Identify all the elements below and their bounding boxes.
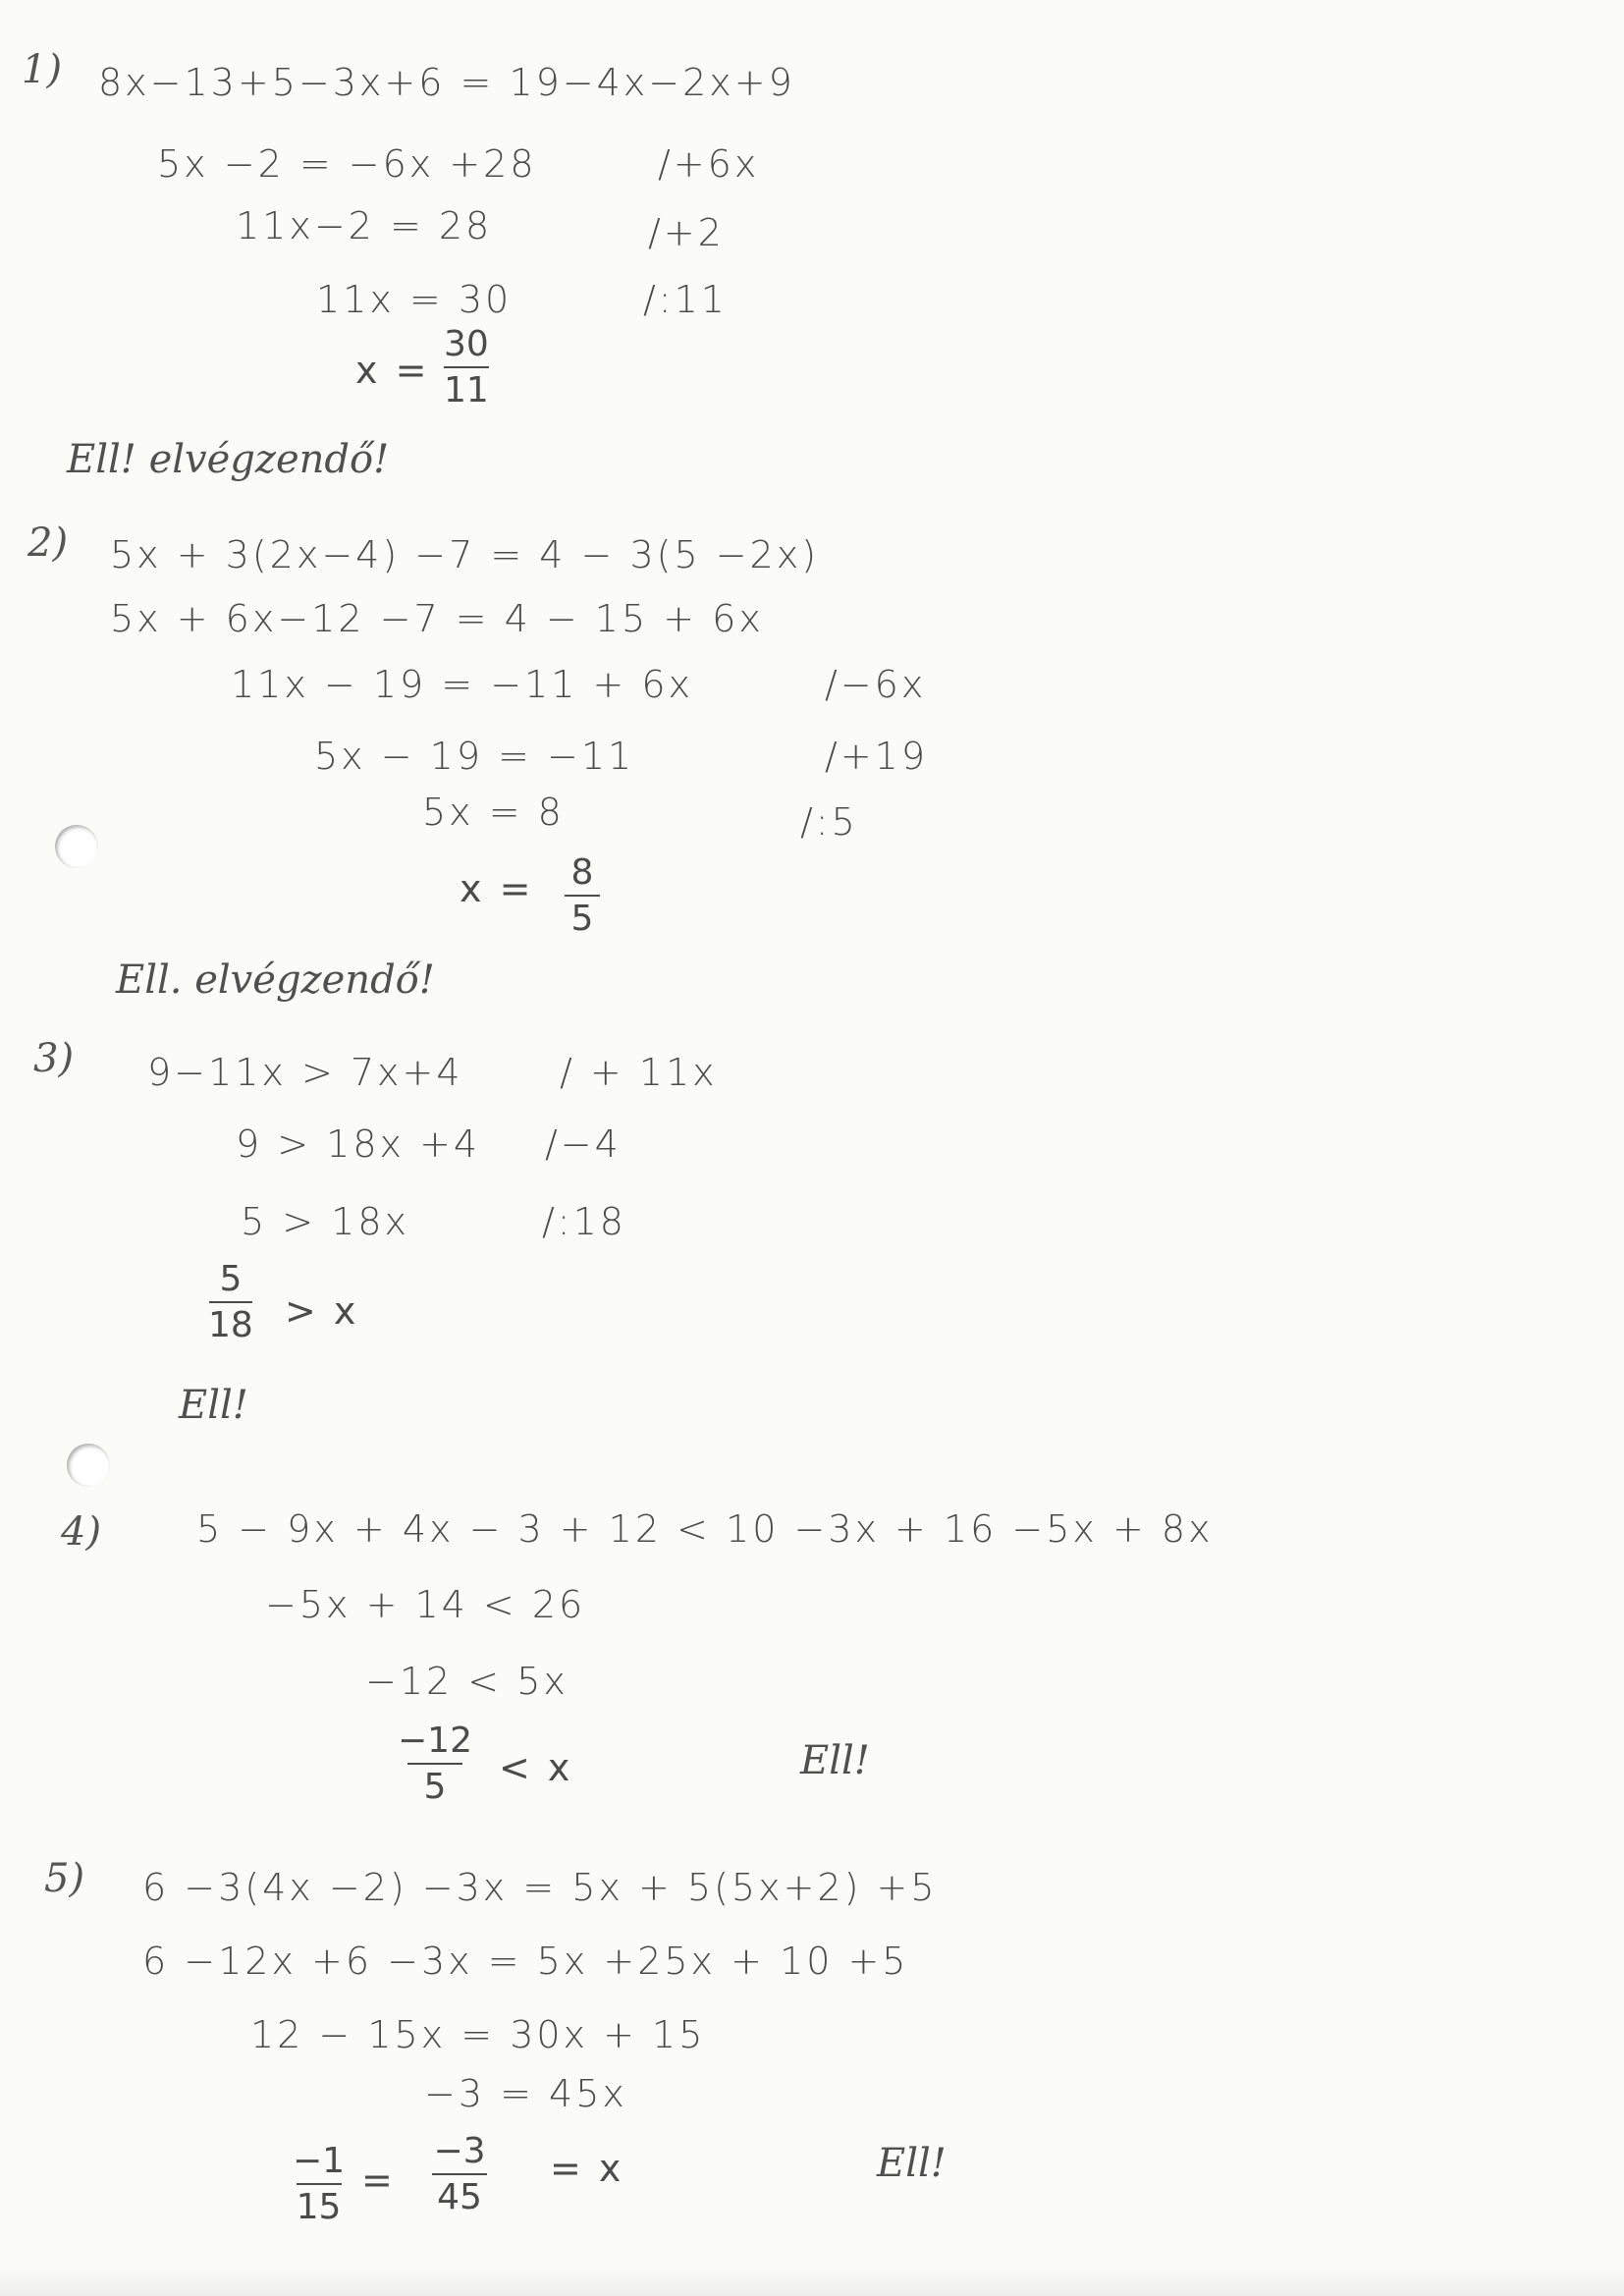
problem-1-line-2: 5x −2 = −6x +28	[157, 142, 537, 186]
problem-4-result-fraction	[398, 1721, 472, 1807]
fraction-denominator: 15	[296, 2187, 342, 2227]
problem-5-result-fraction-2	[432, 2131, 487, 2217]
problem-3-step-3: /:18	[542, 1200, 626, 1243]
problem-3-note: Ell!	[179, 1383, 248, 1428]
problem-3-line-2: 9 > 18x +4	[236, 1122, 481, 1166]
problem-4-result-suffix: < x	[499, 1746, 573, 1789]
problem-5-result-suffix: = x	[550, 2147, 624, 2190]
problem-2-number: 2)	[27, 520, 69, 566]
problem-1-line-3: 11x−2 = 28	[236, 204, 493, 247]
problem-3-step-2: /−4	[545, 1122, 622, 1166]
problem-3-result-fraction	[208, 1259, 253, 1345]
fraction-numerator: 8	[570, 852, 594, 893]
problem-2-line-5: 5x = 8	[422, 791, 565, 834]
problem-4-note: Ell!	[800, 1738, 870, 1783]
fraction-bar	[565, 895, 600, 897]
page-bottom-edge	[0, 2267, 1624, 2296]
problem-3-line-3: 5 > 18x	[241, 1200, 410, 1243]
problem-2-line-2: 5x + 6x−12 −7 = 4 − 15 + 6x	[110, 597, 764, 640]
problem-5-line-1: 6 −3(4x −2) −3x = 5x + 5(5x+2) +5	[142, 1866, 938, 1909]
fraction-denominator: 11	[444, 370, 489, 410]
problem-5-line-4: −3 = 45x	[424, 2072, 627, 2115]
fraction-denominator: 18	[208, 1305, 253, 1345]
problem-2-step-3: /:5	[800, 800, 858, 844]
problem-2-step-1: /−6x	[825, 663, 927, 706]
problem-4-line-2: −5x + 14 < 26	[265, 1583, 586, 1626]
problem-1-line-1: 8x−13+5−3x+6 = 19−4x−2x+9	[98, 61, 795, 104]
fraction-denominator: 45	[437, 2177, 482, 2217]
problem-1-step-2: /+2	[648, 211, 725, 254]
problem-4-line-1: 5 − 9x + 4x − 3 + 12 < 10 −3x + 16 −5x + 8x	[196, 1507, 1214, 1551]
problem-1-step-1: /+6x	[658, 142, 760, 186]
problem-1-number: 1)	[22, 47, 63, 92]
fraction-numerator: −3	[433, 2131, 486, 2171]
fraction-numerator: 5	[219, 1259, 243, 1299]
problem-2-result-fraction	[565, 852, 600, 939]
fraction-bar	[297, 2183, 342, 2185]
fraction-bar	[444, 366, 489, 368]
fraction-denominator: 5	[423, 1767, 447, 1807]
problem-5-line-2: 6 −12x +6 −3x = 5x +25x + 10 +5	[142, 1940, 909, 1983]
problem-2-line-3: 11x − 19 = −11 + 6x	[231, 663, 694, 706]
problem-1-step-3: /:11	[643, 278, 728, 321]
problem-2-line-1: 5x + 3(2x−4) −7 = 4 − 3(5 −2x)	[110, 533, 820, 576]
problem-4-number: 4)	[61, 1509, 102, 1555]
problem-3-result-suffix: > x	[285, 1289, 359, 1333]
problem-1-note: Ell! elvégzendő!	[67, 437, 390, 482]
problem-2-result-prefix: x =	[460, 867, 534, 910]
fraction-numerator: −12	[398, 1721, 472, 1761]
problem-5-result-fraction-1	[293, 2141, 345, 2227]
fraction-numerator: −1	[293, 2141, 346, 2181]
problem-5-number: 5)	[44, 1856, 85, 1901]
punch-hole	[55, 825, 98, 868]
problem-4-line-3: −12 < 5x	[365, 1660, 568, 1703]
problem-1-line-4: 11x = 30	[316, 278, 513, 321]
fraction-bar	[432, 2173, 487, 2175]
problem-5-result-equals: =	[361, 2159, 396, 2202]
problem-5-note: Ell!	[877, 2141, 947, 2186]
fraction-denominator: 5	[570, 899, 594, 939]
fraction-bar	[407, 1763, 462, 1765]
punch-hole	[67, 1444, 110, 1487]
problem-1-result-fraction	[444, 324, 489, 410]
problem-2-note: Ell. elvégzendő!	[116, 957, 435, 1003]
problem-1-result-prefix: x =	[355, 349, 430, 392]
fraction-numerator: 30	[444, 324, 489, 364]
problem-3-step-1: / + 11x	[560, 1051, 718, 1094]
problem-5-line-3: 12 − 15x = 30x + 15	[250, 2013, 706, 2056]
problem-2-line-4: 5x − 19 = −11	[314, 735, 635, 778]
problem-3-number: 3)	[33, 1036, 75, 1081]
problem-3-line-1: 9−11x > 7x+4	[147, 1051, 463, 1094]
fraction-bar	[209, 1301, 252, 1303]
problem-2-step-2: /+19	[825, 735, 928, 778]
